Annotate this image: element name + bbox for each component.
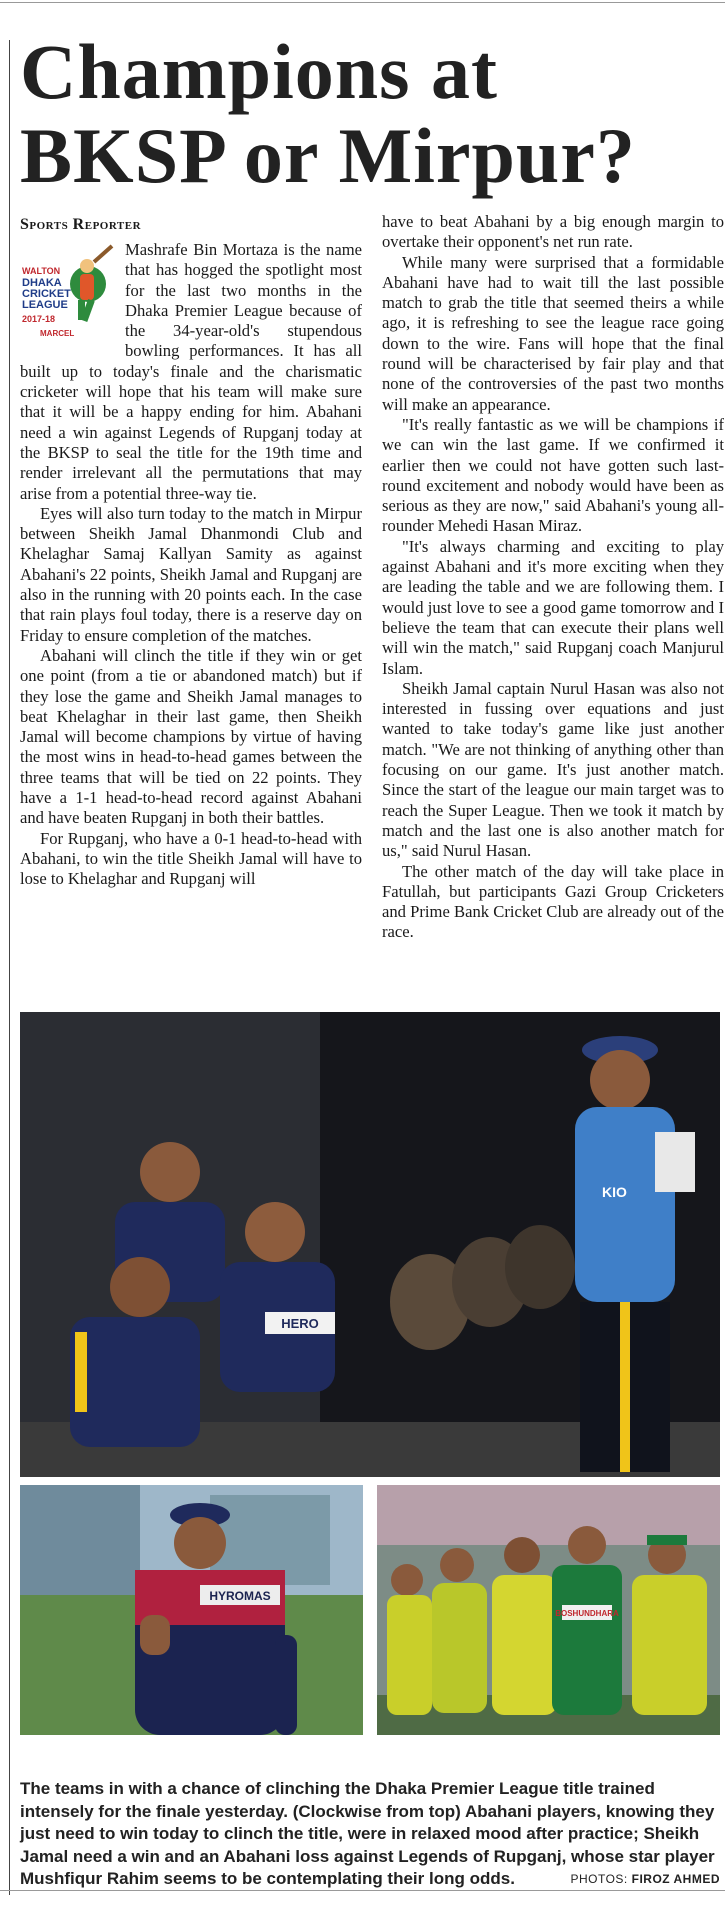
photo-caption <box>20 1778 720 1891</box>
article-column-left <box>20 212 362 1007</box>
paragraph: Mashrafe Bin Mortaza is the name that has hogged the spotlight most for the last two months in the Dhaka Premier League because of the 34-year-old's stupendous bowling performances. It has all built up to today's finale and the charismatic cricketer will hope that his team will make sure that it will be a happy ending for him. Abahani need a win against Legends of Rupganj today at the BKSP to seal the title for the 19th time and render irrelevant all the permutations that may arise from a potential three-way tie. <box>20 240 362 503</box>
jersey-sponsor-right: KIO <box>602 1184 627 1200</box>
jersey-sponsor-bottom-right: BOSHUNDHARA <box>555 1609 619 1618</box>
photo-mushfiqur-rahim <box>20 1485 363 1735</box>
photo-credit <box>570 1868 720 1891</box>
logo-season: 2017-18 <box>22 314 56 324</box>
jersey-sponsor-top: HERO <box>281 1316 319 1331</box>
article-body <box>20 212 724 1007</box>
article-column-right <box>382 212 724 1007</box>
caption-text: The teams in with a chance of clinching the Dhaka Premier League title trained intensely for the finale yesterday. (Clockwise from top) Abahani players, knowing they just need to win today to clinch the title, were in relaxed mood after practice; Sheikh Jamal need a win and an Abahani loss against Legends of Rupganj, whose star player Mushfiqur Rahim seems to be contemplating their long odds. <box>20 1779 715 1888</box>
headline: Champions at BKSP or Mirpur? <box>20 28 636 199</box>
paragraph: The other match of the day will take place in Fatullah, but participants Gazi Group Cricketers and Prime Bank Cricket Club are already out of the race. <box>382 861 724 942</box>
paragraph: While many were surprised that a formidable Abahani have had to wait till the last possible match to grab the title that seemed theirs a while ago, it is refreshing to see the league race going down to the wire. Fans will hope that the final round will be characterised by fair play and that none of the controversies of the past two months will make an appearance. <box>382 252 724 414</box>
byline: Sports Reporter <box>20 216 142 233</box>
paragraph: "It's always charming and exciting to play against Abahani and it's more exciting when they are leading the table and we are following them. I would just love to see a good game tomorrow and I believe the team that can execute their plans well will win the match," said Rupganj coach Manjurul Islam. <box>382 536 724 678</box>
logo-brand: WALTON <box>22 266 61 276</box>
paragraph: "It's really fantastic as we will be champions if we can win the last game. If we confirmed it earlier then we could not have gotten such last-round excitement and nobody would have been as serious as they are now," said Abahani's young all-rounder Mehedi Hasan Miraz. <box>382 414 724 536</box>
paragraph-continued: have to beat Abahani by a big enough margin to overtake their opponent's net run rate. <box>382 212 724 252</box>
paragraph: Sheikh Jamal captain Nurul Hasan was also not interested in fussing over equations and just wanted to take today's game like just another match. "We are not thinking of anything other than focusing on our game. It's just another match. Since the start of the league our main target was to reach the Super League. Then we took it match by match and the last one is also another match for us," said Nurul Hasan. <box>382 678 724 861</box>
league-logo <box>20 244 115 344</box>
jersey-sponsor-bottom-left: HYROMAS <box>209 1589 271 1603</box>
photo-sheikh-jamal-players <box>377 1485 720 1735</box>
photo-credit-label: PHOTOS: <box>570 1872 628 1886</box>
logo-league: DHAKA CRICKET LEAGUE <box>22 277 71 311</box>
logo-sponsor: MARCEL <box>40 329 75 338</box>
column-rule <box>9 40 10 1895</box>
bottom-rule <box>0 1890 725 1891</box>
photo-abahani-players <box>20 1012 720 1477</box>
paragraph: Abahani will clinch the title if they win or get one point (from a tie or abandoned match) but if they lose the game and Sheikh Jamal manages to beat Khelaghar in their last game, then Sheikh Jamal will become champions by virtue of having the most wins in head-to-head games between the three teams that will be tied on 22 points. They have a 1-1 head-to-head record against Abahani and have beaten Rupganj in both their battles. <box>20 645 362 828</box>
top-rule <box>0 2 725 3</box>
photo-credit-name: FIROZ AHMED <box>631 1872 720 1886</box>
paragraph: For Rupganj, who have a 0-1 head-to-head with Abahani, to win the title Sheikh Jamal will have to lose to Khelaghar and Rupganj will <box>20 828 362 889</box>
paragraph: Eyes will also turn today to the match in Mirpur between Sheikh Jamal Dhanmondi Club and Khelaghar Samaj Kallyan Samity as against Abahani's 22 points, Sheikh Jamal and Rupganj are also in the running with 20 points each. In the case that rain plays foul today, there is a reserve day on Friday to ensure completion of the matches. <box>20 503 362 645</box>
